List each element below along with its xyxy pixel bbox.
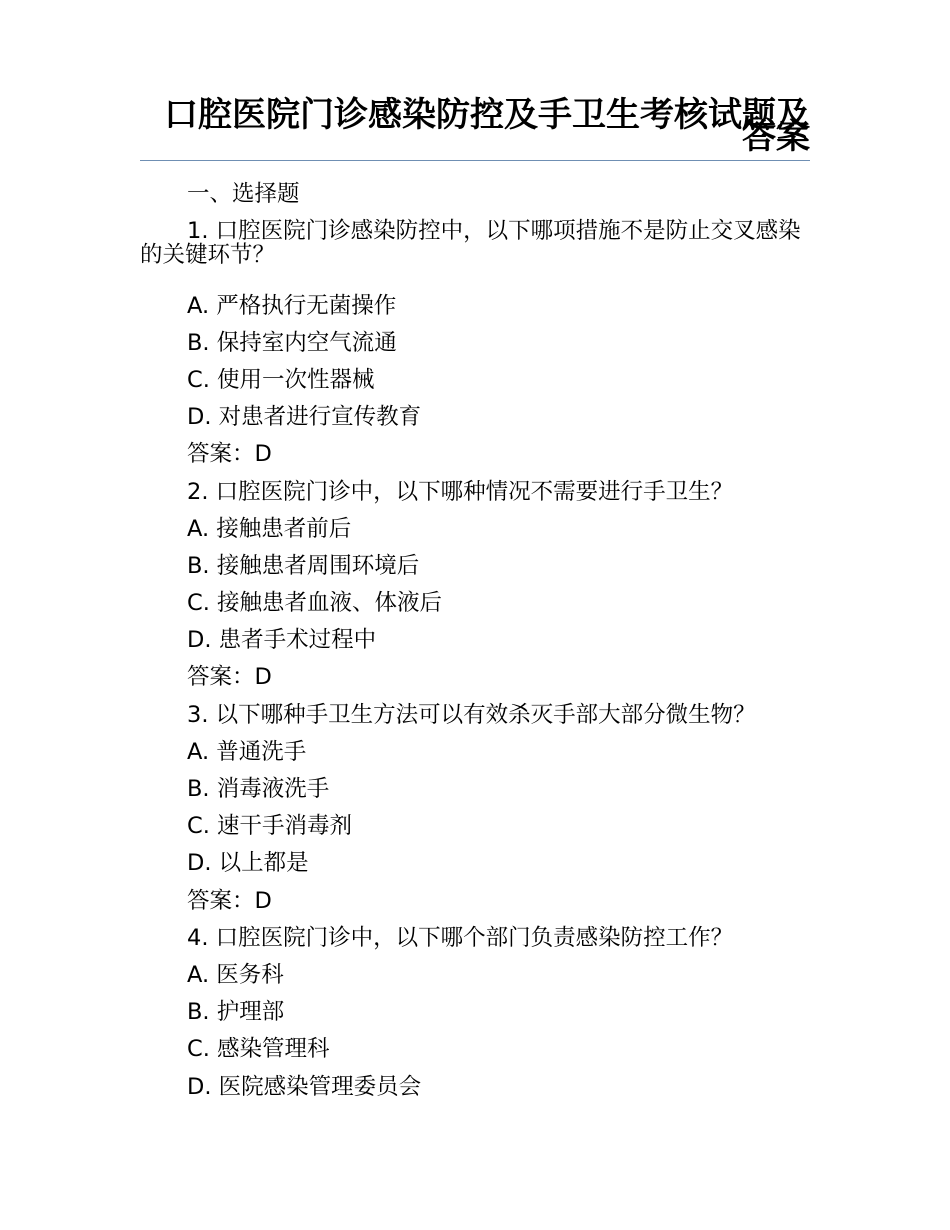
document-title: 口腔医院门诊感染防控及手卫生考核试题及答案 [164, 95, 810, 157]
section-heading: 一、选择题 [187, 181, 300, 207]
option-item: D. 医院感染管理委员会 [187, 1073, 422, 1100]
option-item: C. 感染管理科 [187, 1036, 330, 1063]
document-body [140, 176, 812, 1106]
question-block [140, 920, 812, 1106]
question-stem: 3. 以下哪种手卫生方法可以有效杀灭手部大部分微生物？ [187, 701, 756, 728]
title-underline [140, 160, 810, 161]
option-item: B. 护理部 [187, 999, 285, 1026]
answer-line: 答案：D [187, 441, 272, 468]
answer-line: 答案：D [187, 664, 272, 691]
option-item: B. 保持室内空气流通 [187, 329, 397, 356]
question-stem: 1. 口腔医院门诊感染防控中，以下哪项措施不是防止交叉感染的关键环节？ [140, 218, 801, 269]
question-stem: 4. 口腔医院门诊中，以下哪个部门负责感染防控工作？ [187, 924, 734, 951]
option-item: C. 速干手消毒剂 [187, 813, 353, 840]
option-item: A. 医务科 [187, 961, 284, 988]
question-block [140, 213, 812, 473]
option-item: C. 使用一次性器械 [187, 366, 375, 393]
option-item: A. 接触患者前后 [187, 515, 352, 542]
question-stem: 2. 口腔医院门诊中，以下哪种情况不需要进行手卫生？ [187, 478, 734, 505]
answer-line: 答案：D [187, 887, 272, 914]
option-item: D. 以上都是 [187, 850, 309, 877]
option-item: B. 消毒液洗手 [187, 776, 330, 803]
question-block [140, 474, 812, 697]
question-block [140, 697, 812, 920]
option-item: D. 患者手术过程中 [187, 627, 377, 654]
option-item: A. 普通洗手 [187, 738, 307, 765]
option-item: D. 对患者进行宣传教育 [187, 404, 422, 431]
option-item: C. 接触患者血液、体液后 [187, 590, 443, 617]
option-item: B. 接触患者周围环境后 [187, 552, 420, 579]
option-item: A. 严格执行无菌操作 [187, 292, 397, 319]
